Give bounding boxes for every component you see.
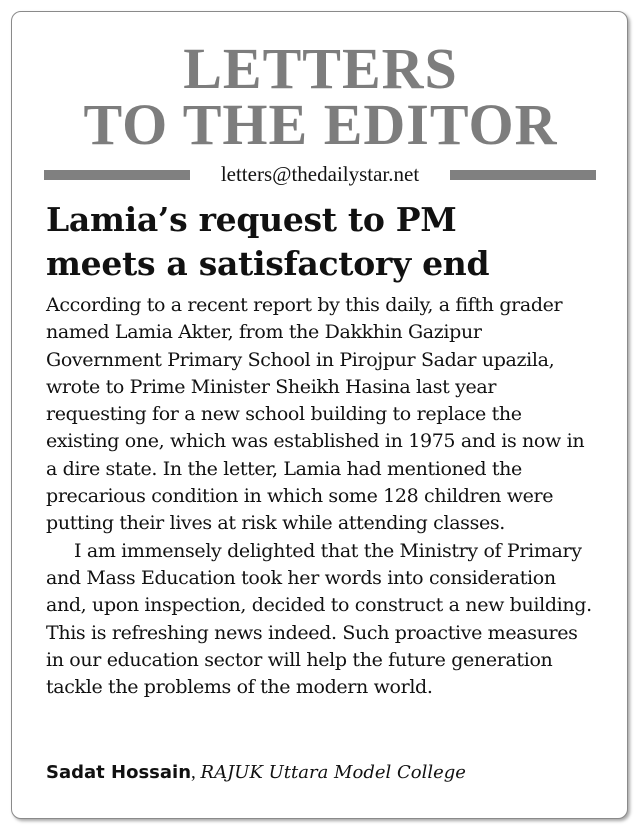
signature-separator: , [191,762,201,783]
letter-body [46,292,594,701]
email-row [44,162,596,186]
author-name: Sadat Hossain [46,762,192,783]
section-title-line1: LETTERS [183,36,458,101]
editor-email: letters@thedailystar.net [220,162,420,186]
letter-paragraph-1: According to a recent report by this daily, a fifth grader named Lamia Akter, from the Dakkhin Gazipur Government Primary School in Pirojpur Sadar upazila, wrote to Prime Minister Sheikh Hasina last year requesting for a new school building to replace the existing one, which was established in 1975 and is now in a dire state. In the letter, Lamia had mentioned the precarious condition in which some 128 children were putting their lives at risk while attending classes. [46,294,585,535]
letter-headline [46,198,616,286]
author-affiliation: RAJUK Uttara Model College [200,762,466,783]
letter-signature [46,760,606,786]
section-title-line2: TO THE EDITOR [83,92,558,157]
headline-line2: meets a satisfactory end [46,244,490,283]
left-divider [44,170,190,180]
letter-paragraph-2: I am immensely delighted that the Ministry of Primary and Mass Education took her words into consideration and, upon inspection, decided to construct a new building. This is refreshing news indeed. Such proactive measures in our education sector will help the future generation tackle the problems of the modern world. [46,539,592,699]
right-divider [450,170,596,180]
headline-line1: Lamia’s request to PM [46,200,457,239]
